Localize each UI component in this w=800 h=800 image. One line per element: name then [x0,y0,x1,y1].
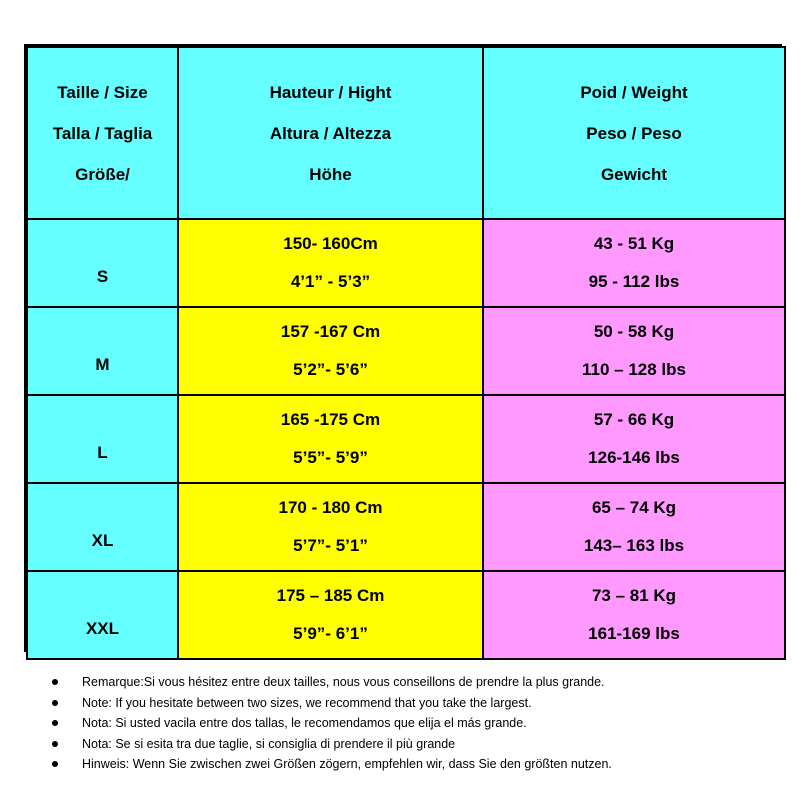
weight-kg: 43 - 51 Kg [593,234,675,253]
size-cell [27,571,178,659]
height-cm: 170 - 180 Cm [278,498,383,517]
size-label: M [95,355,110,374]
weight-cell [483,219,785,307]
note-item [52,672,612,693]
weight-cell [483,483,785,571]
size-cell [27,483,178,571]
size-cell [27,307,178,395]
table-row [27,307,785,395]
table-row [27,395,785,483]
header-weight-line: Peso / Peso [586,123,682,143]
header-height-line: Altura / Altezza [269,123,392,143]
height-ft: 4’1” - 5’3” [290,272,371,291]
note-item [52,754,612,775]
note-text: Nota: Si usted vacila entre dos tallas, le recomendamos que elija el más grande. [82,716,527,730]
bullet-icon [52,720,58,726]
notes-list [52,672,612,775]
header-weight-line: Gewicht [600,164,668,184]
height-cell [178,571,483,659]
weight-lbs: 126-146 lbs [588,448,680,467]
weight-kg: 50 - 58 Kg [593,322,675,341]
weight-lbs: 110 – 128 lbs [582,360,686,379]
height-ft: 5’9”- 6’1” [293,624,368,643]
weight-kg: 65 – 74 Kg [591,498,677,517]
header-weight [483,47,785,219]
height-cell [178,483,483,571]
header-height [178,47,483,219]
height-cell [178,395,483,483]
height-ft: 5’5”- 5’9” [293,448,368,467]
table-row [27,571,785,659]
size-label: L [97,443,108,462]
size-label: XXL [85,619,120,638]
header-weight-line: Poid / Weight [580,82,688,102]
weight-cell [483,307,785,395]
table-header-row [27,47,785,219]
note-text: Hinweis: Wenn Sie zwischen zwei Größen zögern, empfehlen wir, dass Sie den größten nutzen. [82,757,612,771]
table-row [27,219,785,307]
size-table [26,46,786,660]
weight-lbs: 161-169 lbs [588,624,680,643]
weight-lbs: 95 - 112 lbs [588,272,680,291]
size-cell [27,219,178,307]
note-item [52,693,612,714]
note-text: Nota: Se si esita tra due taglie, si consiglia di prendere il più grande [82,736,456,751]
header-size-line: Größe/ [75,164,130,184]
height-ft: 5’2”- 5’6” [293,360,368,379]
height-cm: 175 – 185 Cm [276,586,385,605]
height-cm: 157 -167 Cm [280,322,381,341]
note-text: Remarque:Si vous hésitez entre deux tailles, nous vous conseillons de prendre la plus grande. [82,675,605,689]
bullet-icon [52,679,58,685]
bullet-icon [52,761,58,767]
size-label: XL [91,531,114,550]
bullet-icon [52,741,58,747]
size-cell [27,395,178,483]
weight-cell [483,571,785,659]
weight-kg: 57 - 66 Kg [593,410,675,429]
weight-kg: 73 – 81 Kg [591,586,677,605]
height-cell [178,307,483,395]
header-size-line: Taille / Size [57,82,148,102]
weight-lbs: 143– 163 lbs [583,536,685,555]
height-cm: 165 -175 Cm [280,410,381,429]
weight-cell [483,395,785,483]
table-row [27,483,785,571]
size-label: S [96,267,109,286]
header-height-line: Höhe [309,164,352,184]
header-size-line: Talla / Taglia [52,123,153,143]
header-size [27,47,178,219]
note-item [52,713,612,734]
bullet-icon [52,700,58,706]
height-cm: 150- 160Cm [283,234,378,253]
size-chart [24,44,782,652]
height-ft: 5’7”- 5’1” [293,536,368,555]
note-text: Note: If you hesitate between two sizes, we recommend that you take the largest. [82,695,532,710]
height-cell [178,219,483,307]
note-item [52,734,612,755]
header-height-line: Hauteur / Hight [269,82,392,102]
